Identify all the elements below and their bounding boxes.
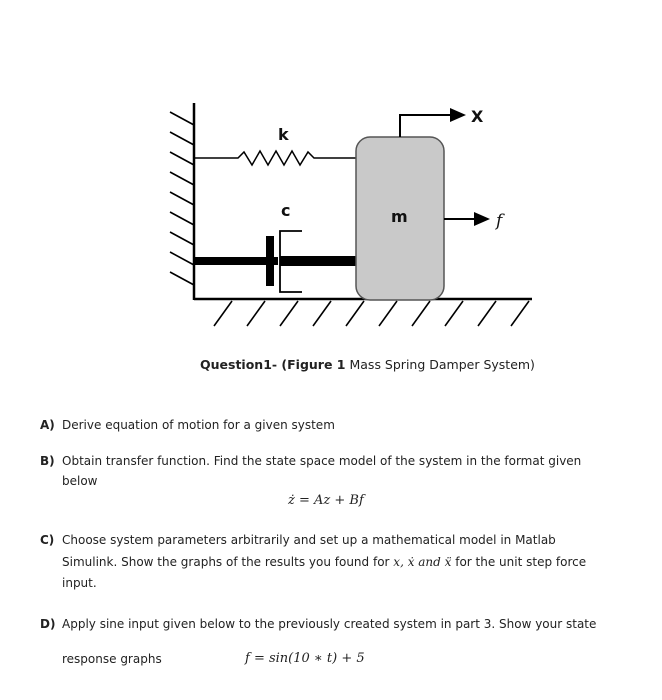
ground [194,299,532,326]
question-c-label: C) [40,533,55,547]
force-arrow [444,212,490,226]
label-m: m [391,207,408,226]
label-f: f [496,211,503,231]
question-b-label: B) [40,454,55,468]
question-a-text: Derive equation of motion for a given system [62,418,335,432]
caption-figure-ref: Figure 1 [287,357,346,372]
sine-input-equation-text: f = sin(10 ∗ t) + 5 [245,651,365,666]
caption-title: Mass Spring Damper System) [345,357,535,372]
question-d-line1: Apply sine input given below to the previously created system in part 3. Show your state [62,617,597,631]
spring [194,151,357,165]
label-c: c [281,201,291,220]
question-b [40,454,581,468]
fixed-wall [170,103,194,300]
label-k: k [278,125,289,144]
figure-caption [200,357,535,372]
question-a [40,418,335,432]
question-a-label: A) [40,418,55,432]
question-c-line1: Choose system parameters arbitrarily and set up a mathematical model in Matlab [62,533,556,547]
question-c-line2 [62,555,586,569]
caption-prefix: Question1- ( [200,357,288,372]
question-c-line3: input. [62,576,97,590]
state-space-equation: ż = Az + Bf [288,493,364,508]
question-d-line2: response graphs [62,652,162,666]
displacement-arrow [400,108,466,137]
question-c-line2-post: for the unit step force [451,555,587,569]
question-b-line1: Obtain transfer function. Find the state space model of the system in the format given [62,454,582,468]
sine-input-equation [245,651,365,666]
question-c [40,533,556,547]
question-c-line2-math: x, ẋ and ẍ [393,555,452,569]
question-d [40,617,596,631]
question-d-label: D) [40,617,56,631]
question-c-line2-pre: Simulink. Show the graphs of the results you found for [62,555,394,569]
label-x: X [471,107,484,126]
damper [194,231,357,292]
question-b-line2: below [62,474,98,488]
